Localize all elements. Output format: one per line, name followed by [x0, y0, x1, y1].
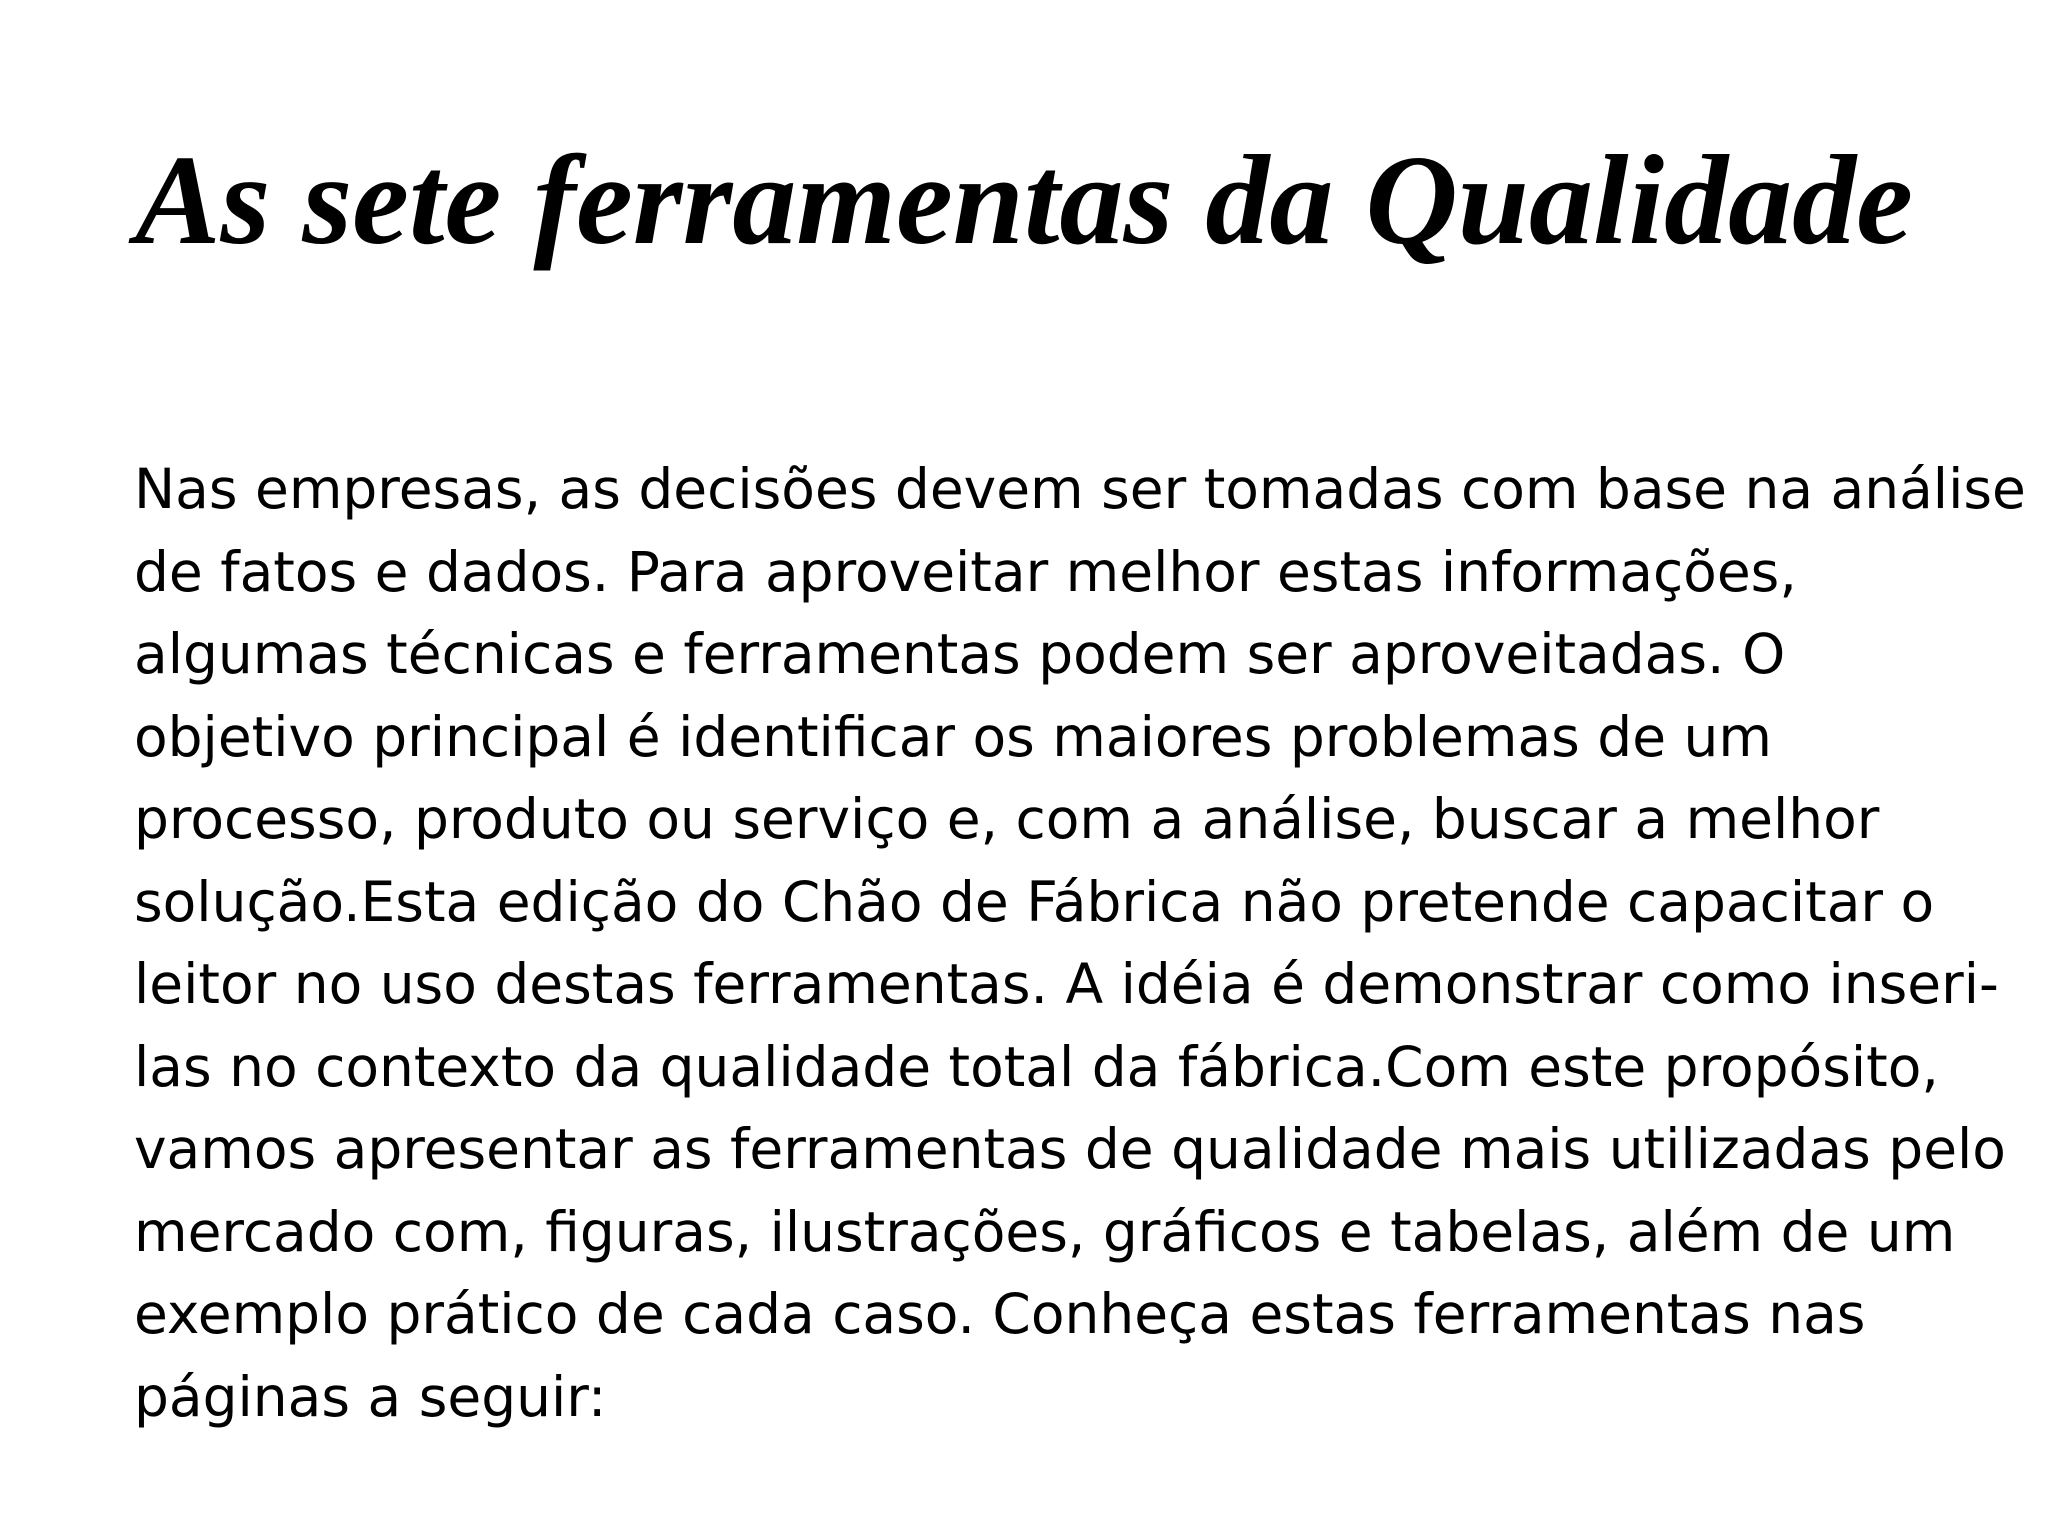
body-line: leitor no uso destas ferramentas. A idéia é demonstrar como inseri- — [134, 952, 1999, 1016]
body-line: solução.Esta edição do Chão de Fábrica não pretende capacitar o — [134, 869, 1935, 934]
body-line: algumas técnicas e ferramentas podem ser aproveitadas. O — [134, 622, 1786, 686]
body-line: vamos apresentar as ferramentas de qualidade mais utilizadas pelo — [134, 1117, 2006, 1181]
body-line: mercado com, figuras, ilustrações, gráficos e tabelas, além de um — [134, 1199, 1956, 1264]
body-line: las no contexto da qualidade total da fábrica.Com este propósito, — [134, 1034, 1939, 1099]
body-line: páginas a seguir: — [134, 1364, 607, 1429]
body-line: Nas empresas, as decisões devem ser tomadas com base na análise — [134, 457, 2026, 521]
slide-title: As sete ferramentas da Qualidade — [135, 129, 1913, 271]
slide-body-text — [134, 448, 2026, 1438]
body-line: processo, produto ou serviço e, com a análise, buscar a melhor — [134, 787, 1880, 851]
body-line: objetivo principal é identificar os maiores problemas de um — [134, 704, 1772, 769]
body-line: exemplo prático de cada caso. Conheça estas ferramentas nas — [134, 1282, 1866, 1346]
body-line: de fatos e dados. Para aproveitar melhor estas informações, — [134, 539, 1797, 604]
